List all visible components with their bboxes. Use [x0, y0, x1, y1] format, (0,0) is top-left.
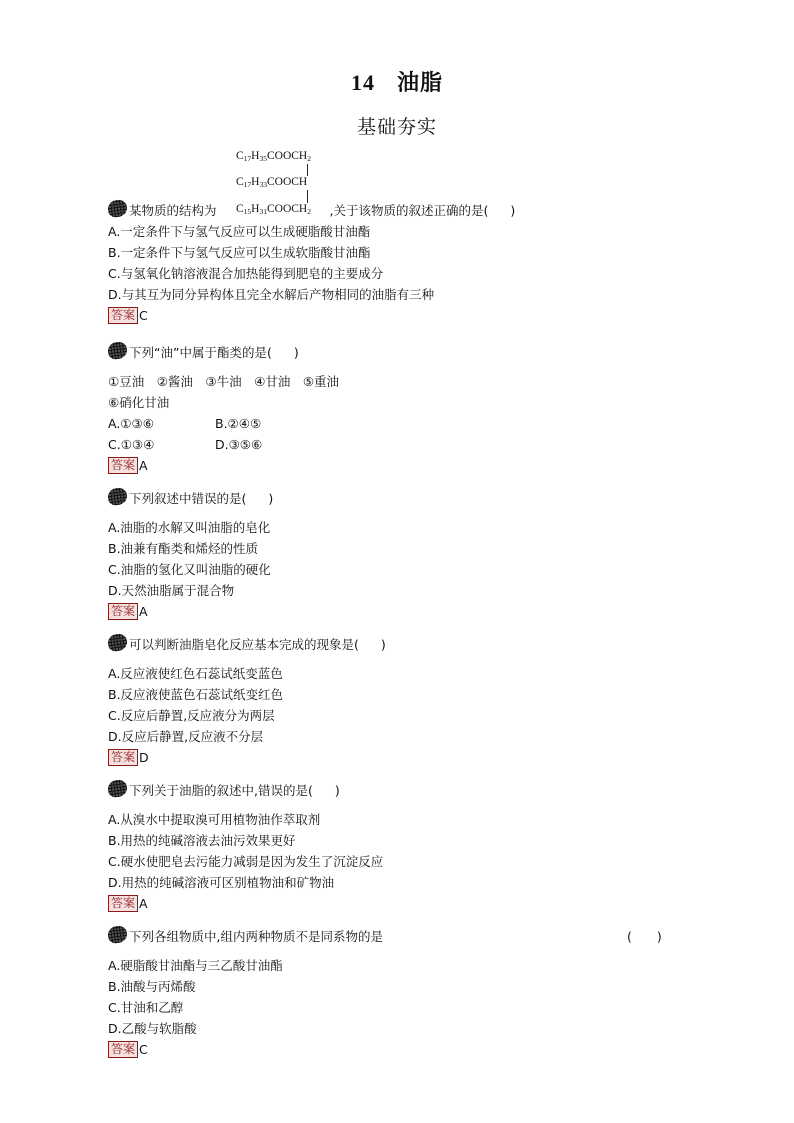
- question-5: [108, 780, 688, 914]
- option-b: B.用热的纯碱溶液去油污效果更好: [108, 833, 296, 848]
- option-a: A.从溴水中提取溴可用植物油作萃取剂: [108, 812, 321, 827]
- question-stem: 下列关于油脂的叙述中,错误的是( ): [108, 780, 688, 801]
- option-b: B.一定条件下与氢气反应可以生成软脂酸甘油酯: [108, 245, 371, 260]
- answer-row: [108, 747, 688, 768]
- items-line-1: ①豆油 ②酱油 ③牛油 ④甘油 ⑤重油: [108, 374, 340, 389]
- formula-line-2: $C_{17}H_{33}COOCH$: [236, 176, 308, 189]
- question-2: [108, 342, 688, 476]
- formula-line-1: $C_{17}H_{35}COOCH_2$: [236, 150, 311, 163]
- answer-label: 答案: [108, 307, 138, 324]
- option-a: A.硬脂酸甘油酯与三乙酸甘油酯: [108, 958, 283, 973]
- question-marker-icon: [107, 779, 128, 798]
- answer-row: [108, 455, 688, 476]
- option-d: D.天然油脂属于混合物: [108, 583, 235, 598]
- option-d: D.③⑤⑥: [215, 437, 263, 452]
- option-a: A.反应液使红色石蕊试纸变蓝色: [108, 666, 283, 681]
- answer-label: 答案: [108, 895, 138, 912]
- answer-paren: ( ): [627, 929, 662, 944]
- option-a: A.油脂的水解又叫油脂的皂化: [108, 520, 271, 535]
- option-d: D.乙酸与软脂酸: [108, 1021, 197, 1036]
- option-d: D.用热的纯碱溶液可区别植物油和矿物油: [108, 875, 335, 890]
- question-marker-icon: [107, 633, 128, 652]
- items-line-2: ⑥硝化甘油: [108, 395, 170, 410]
- question-marker-icon: [107, 925, 128, 944]
- answer-label: 答案: [108, 1041, 138, 1058]
- question-stem: 某物质的结构为 ,关于该物质的叙述正确的是( ): [108, 200, 688, 221]
- options-row-2: [108, 434, 688, 455]
- answer-row: [108, 1039, 688, 1060]
- answer-value: D: [139, 750, 149, 765]
- lesson-number: 14: [350, 70, 375, 95]
- option-b: B.反应液使蓝色石蕊试纸变红色: [108, 687, 284, 702]
- answer-row: [108, 601, 688, 622]
- option-b: B.油酸与丙烯酸: [108, 979, 196, 994]
- answer-row: [108, 893, 688, 914]
- page-title: [0, 66, 794, 97]
- question-stem: 下列各组物质中,组内两种物质不是同系物的是 ( ): [108, 926, 688, 947]
- answer-value: A: [139, 458, 148, 473]
- option-a: A.一定条件下与氢气反应可以生成硬脂酸甘油酯: [108, 224, 371, 239]
- option-c: C.与氢氧化钠溶液混合加热能得到肥皂的主要成分: [108, 266, 384, 281]
- option-b: B.②④⑤: [215, 416, 262, 431]
- question-1: [108, 200, 688, 326]
- question-marker-icon: [107, 199, 128, 218]
- answer-label: 答案: [108, 457, 138, 474]
- answer-row: [108, 305, 688, 326]
- question-marker-icon: [107, 487, 128, 506]
- answer-label: 答案: [108, 603, 138, 620]
- option-c: C.油脂的氢化又叫油脂的硬化: [108, 562, 271, 577]
- question-stem: 下列“油”中属于酯类的是( ): [108, 342, 688, 363]
- option-d: D.反应后静置,反应液不分层: [108, 729, 264, 744]
- answer-value: A: [139, 604, 148, 619]
- answer-value: A: [139, 896, 148, 911]
- question-marker-icon: [107, 341, 128, 360]
- question-stem: 下列叙述中错误的是( ): [108, 488, 688, 509]
- option-a: A.①③⑥: [108, 416, 154, 431]
- section-title: 基础夯实: [356, 116, 437, 138]
- answer-value: C: [139, 308, 148, 323]
- option-b: B.油兼有酯类和烯烃的性质: [108, 541, 259, 556]
- answer-value: C: [139, 1042, 148, 1057]
- lesson-title: 油脂: [396, 71, 443, 96]
- question-stem: 可以判断油脂皂化反应基本完成的现象是( ): [108, 634, 688, 655]
- formula-bond-1: [307, 164, 308, 176]
- option-c: C.甘油和乙醇: [108, 1000, 184, 1015]
- question-6: [108, 926, 688, 1060]
- formula-line-3: $C_{15}H_{31}COOCH_2$: [236, 203, 311, 216]
- answer-label: 答案: [108, 749, 138, 766]
- option-c: C.①③④: [108, 437, 155, 452]
- options-row-1: [108, 413, 688, 434]
- question-4: [108, 634, 688, 768]
- option-c: C.反应后静置,反应液分为两层: [108, 708, 275, 723]
- option-d: D.与其互为同分异构体且完全水解后产物相同的油脂有三种: [108, 287, 435, 302]
- question-3: [108, 488, 688, 622]
- option-c: C.硬水使肥皂去污能力减弱是因为发生了沉淀反应: [108, 854, 384, 869]
